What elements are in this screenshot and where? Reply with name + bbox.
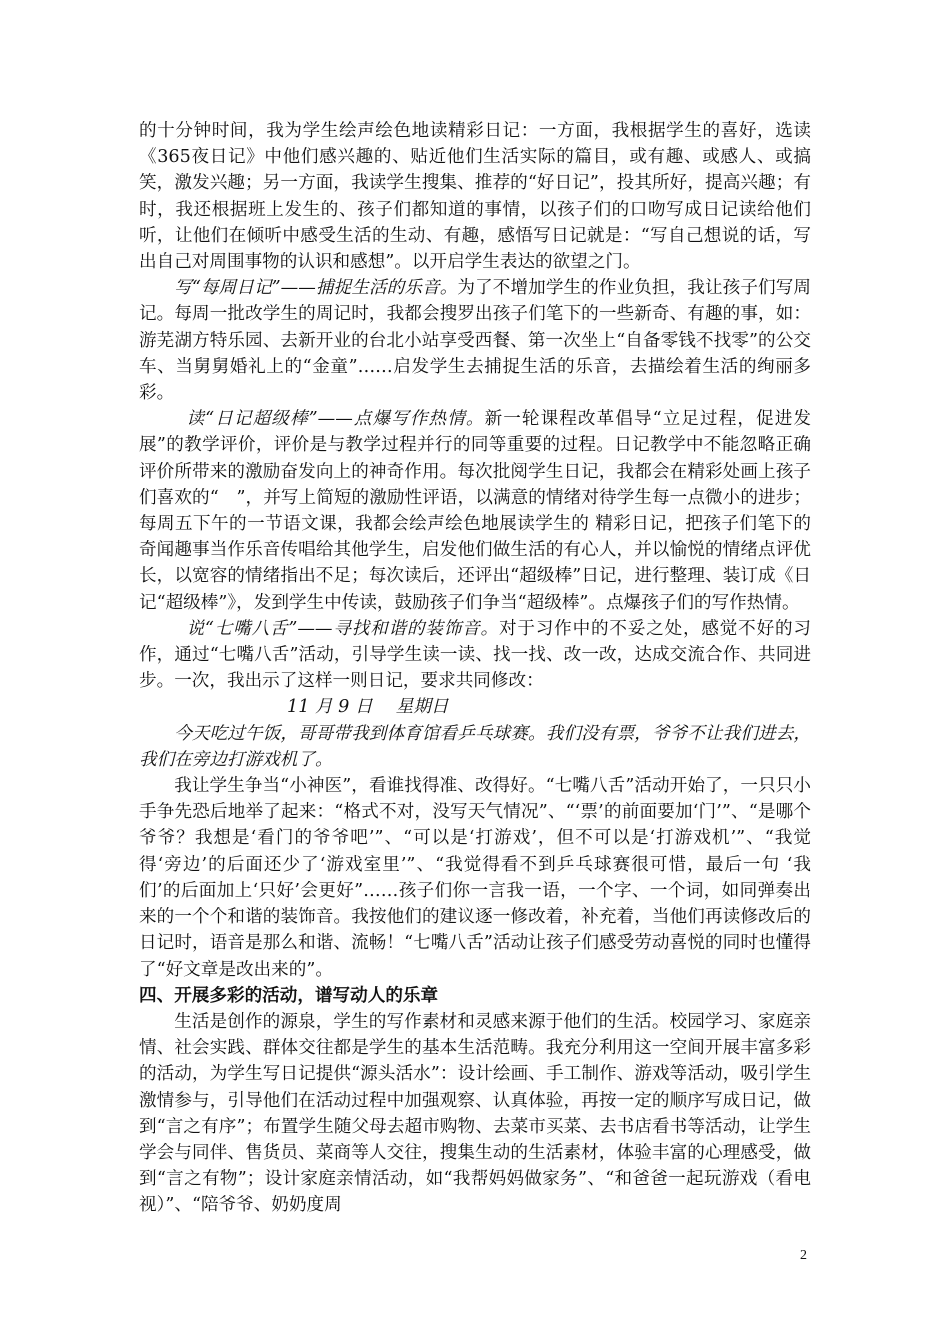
- diary-example: 今天吃过午饭，哥哥带我到体育馆看乒乓球赛。我们没有票，爷爷不让我们进去，我们在旁边打游戏机了。: [139, 723, 811, 770]
- seven-mouths-lead: 说“七嘴八舌”——寻找和谐的装饰音。: [186, 618, 499, 639]
- super-diary-text: 新一轮课程改革倡导“立足过程，促进发展”的教学评价，评价是与教学过程并行的同等重要的过程。日记教学中不能忽略正确评价所带来的激励奋发向上的神奇作用。每次批阅学生日记，我都会在精彩处画上孩子们喜欢的“ ”，并写上简短的激励性评语，以满意的情绪对待学生每一点微小的进步；每周五下午的一节语文课，我都会绘声绘色地展读学生的 精彩日记，把孩子们笔下的奇闻趣事当作乐音传唱给其他学生，启发他们做生活的有心人，并以愉悦的情绪点评优长，以宽容的情绪指出不足；每次读后，还评出“超级棒”日记，进行整理、装订成《日记“超级棒”》，发到学生中传读，鼓励孩子们争当“超级棒”。点爆孩子们的写作热情。: [139, 409, 811, 613]
- weekly-diary-lead: 写“每周日记”——捕捉生活的乐音。: [174, 278, 458, 299]
- super-diary-lead: 读“日记超级棒”——点爆写作热情。: [186, 409, 485, 430]
- paragraph-activities: 生活是创作的源泉，学生的写作素材和灵感来源于他们的生活。校园学习、家庭亲情、社会实践、群体交往都是学生的基本生活范畴。我充分利用这一空间开展丰富多彩的活动，为学生写日记提供“源头活水”：设计绘画、手工制作、游戏等活动，吸引学生激情参与，引导他们在活动过程中加强观察、认真体验，再按一定的顺序写成日记，做到“言之有序”；布置学生随父母去超市购物、去菜市买菜、去书店看书等活动，让学生学会与同伴、售货员、菜商等人交往，搜集生动的生活素材，体验丰富的心理感受，做到“言之有物”；设计家庭亲情活动，如“我帮妈妈做家务”、“和爸爸一起玩游戏（看电视）”、“陪爷爷、奶奶度周: [139, 1011, 811, 1216]
- paragraph-seven-mouths: [139, 616, 811, 695]
- weekly-diary-text: 为了不增加学生的作业负担，我让孩子们写周记。每周一批改学生的周记时，我都会搜罗出孩子们笔下的一些新奇、有趣的事，如：游芜湖方特乐园、去新开业的台北小站享受西餐、第一次坐上“自备零钱不找零”的公交车、当舅舅婚礼上的“金童”……启发学生去捕捉生活的乐音，去描绘着生活的绚丽多彩。: [139, 278, 811, 404]
- paragraph-revision-activity: 我让学生争当“小神医”，看谁找得准、改得好。“七嘴八舌”活动开始了，一只只小手争先恐后地举了起来：“格式不对，没写天气情况”、“‘票’的前面要加‘门’”、“是哪个爷爷？我想是‘看门的爷爷吧’”、“可以是‘打游戏’，但不可以是‘打游戏机’”、“我觉得‘旁边’的后面还少了‘游戏室里’”、“我觉得看不到乒乓球赛很可惜，最后一句 ‘我们’的后面加上‘只好’会更好”……孩子们你一言我一语，一个字、一个词，如同弹奏出来的一个个和谐的装饰音。我按他们的建议逐一修改着，补充着，当他们再读修改后的日记时，语音是那么和谐、流畅！“七嘴八舌”活动让孩子们感受劳动喜悦的同时也懂得了“好文章是改出来的”。: [139, 776, 811, 980]
- page-number: 2: [800, 1248, 807, 1263]
- section-heading-4: 四、开展多彩的活动，谱写动人的乐章: [139, 984, 439, 1006]
- seven-mouths-text: 对于习作中的不妥之处，感觉不好的习作，通过“七嘴八舌”活动，引导学生读一读、找一找、改一改，达成交流合作、共同进步。一次，我出示了这样一则日记，要求共同修改：: [139, 618, 811, 692]
- paragraph-reading-diaries: 的十分钟时间，我为学生绘声绘色地读精彩日记：一方面，我根据学生的喜好，选读《365夜日记》中他们感兴趣的、贴近他们生活实际的篇目，或有趣、或感人、或搞笑，激发兴趣；另一方面，我读学生搜集、推荐的“好日记”，投其所好，提高兴趣；有时，我还根据班上发生的、孩子们都知道的事情，以孩子们的口吻写成日记读给他们听，让他们在倾听中感受生活的生动、有趣，感悟写日记就是：“写自己想说的话，写出自己对周围事物的认识和感想”。以开启学生表达的欲望之门。: [139, 121, 811, 273]
- document-page: [139, 118, 811, 1219]
- paragraph-super-diary: [139, 406, 811, 616]
- diary-date: 11 月 9 日 星期日: [287, 697, 449, 718]
- paragraph-weekly-diary: [139, 275, 811, 406]
